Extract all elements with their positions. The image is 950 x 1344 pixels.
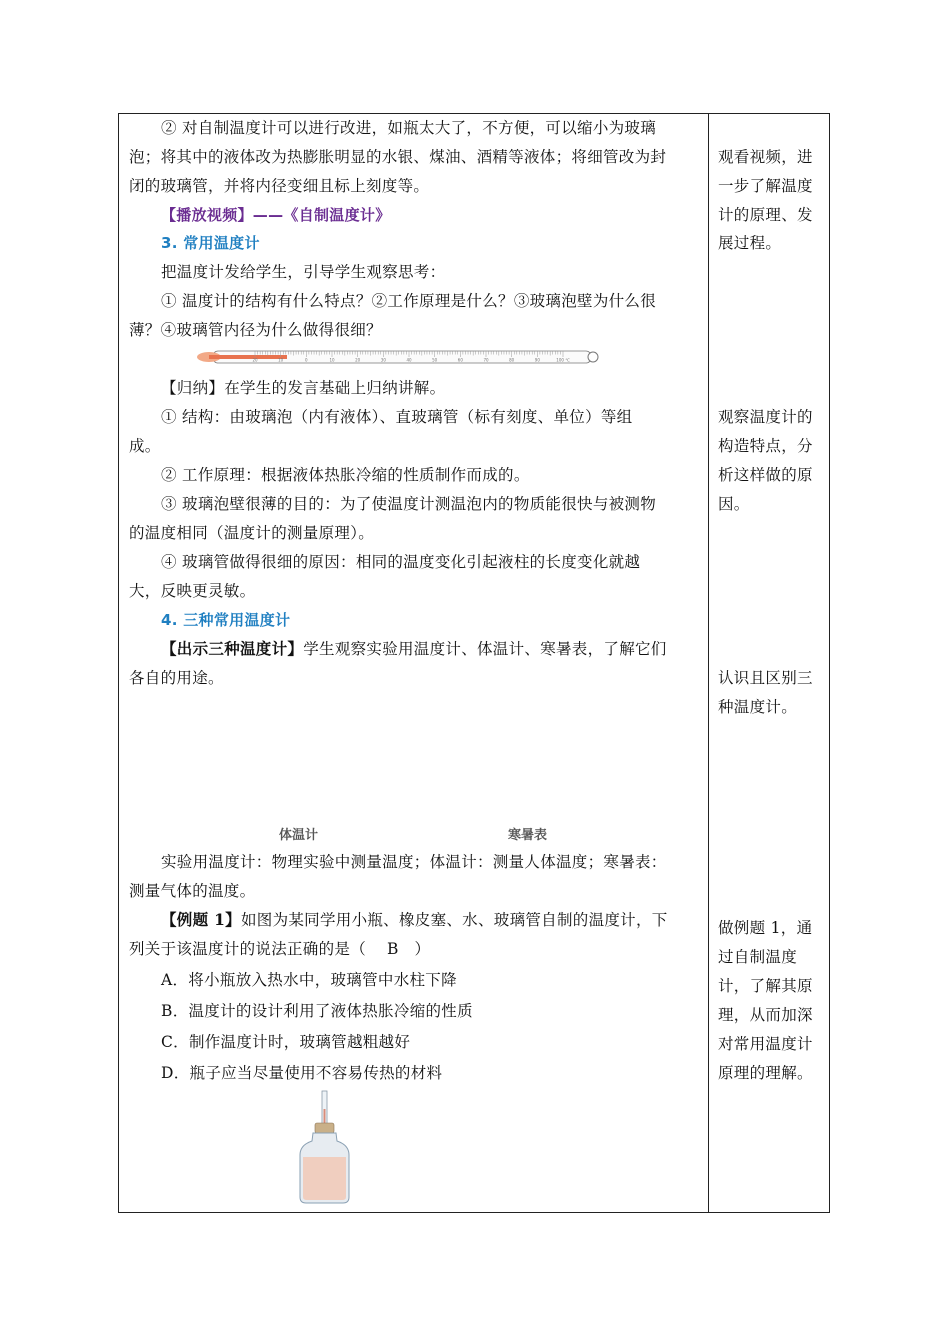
lesson-table: ② 对自制温度计可以进行改进，如瓶太大了，不方便，可以缩小为玻璃 泡；将其中的液体改为热膨胀明显的水银、煤油、酒精等液体；将细管改为封 闭的玻璃管，并将内径变细且标上刻度等。 【播放视频】——《自制温度计》 3. 常用温度计 把温度计发给学生，引导学生观察思考： ① 温度计的结构有什么特点？②工作原理是什么？③玻璃泡壁为什么很 薄？④玻璃管内径为什么做得很细？ 20 10 0 10 20 30 40 50 60 70 80 90 100 ℃ 【归纳】在学生的发言基础上归纳讲解。 ① 结构：由玻璃泡（内有液体）、直玻璃管（标有刻度、单位）等组 成。 ② 工作原理：根据液体热胀冷缩的性质制作而成的。 ③ 玻璃泡壁很薄的目的：为了使温度计测温泡内的物质能很快与被测物 的温度相同（温度计的测量原理）。 ④ 玻璃管做得很细的原因：相同的温度变化引起液柱的长度变化就越 大，反映更灵敏。 4. 三种常用温度计 【出示三种温度计】学生观察实验用温度计、体温计、寒暑表，了解它们 各自的用途。 体温计 寒暑表 实验用温度计：物理实验中测量温度；体温计：测量人体温度；寒暑表： 测量气体的温度。 【例题 1】如图为某同学用小瓶、橡皮塞、水、玻璃管自制的温度计，下 列关于该温度计的说法正确的是（ B ） A．将小瓶放入热水中，玻璃管中水柱下降 B．温度计的设计利用了液体热胀冷缩的性质 C．制作温度计时，玻璃管越粗越好 D．瓶子应当尽量使用不容易传热的材料 观看视频，进 一步了解温度 计的原理、发 展过程。 观察温度计的 构造特点，分 析这样做的原 因。 认识且区别三 种温度计。 做例题 1，通 过自制温度 计，了解其原 理，从而加深 对常用温度计 原理的理解。 [118, 113, 830, 1213]
questions-line1: ① 温度计的结构有什么特点？②工作原理是什么？③玻璃泡壁为什么很 [161, 292, 657, 310]
structure-line1: ① 结构：由玻璃泡（内有液体）、直玻璃管（标有刻度、单位）等组 [161, 408, 633, 426]
thermometer-tick-label: 0 [305, 357, 308, 363]
thermometer-tick-label: 10 [329, 357, 335, 363]
thin-tube-line1: ④ 玻璃管做得很细的原因：相同的温度变化引起液柱的长度变化就越 [161, 553, 641, 571]
uses-line1: 实验用温度计：物理实验中测量温度；体温计：测量人体温度；寒暑表： [161, 853, 667, 871]
play-video-label: 【播放视频】——《自制温度计》 [161, 206, 391, 224]
para-improve-line2: 泡；将其中的液体改为热膨胀明显的水银、煤油、酒精等液体；将细管改为封 [129, 148, 667, 166]
section-heading-3: 3. 常用温度计 [161, 234, 260, 252]
caption-clinical-thermometer: 体温计 [279, 828, 319, 843]
thin-wall-line1: ③ 玻璃泡壁很薄的目的：为了使温度计测温泡内的物质能很快与被测物 [161, 495, 657, 513]
thin-tube-line2: 大，反映更灵敏。 [129, 582, 256, 600]
section-heading-4: 4. 三种常用温度计 [161, 611, 291, 629]
show-thermometers-label: 【出示三种温度计】 [161, 639, 304, 658]
thermometer-tick-label: 100 ℃ [556, 357, 570, 363]
option-a: A．将小瓶放入热水中，玻璃管中水柱下降 [161, 971, 457, 989]
thermometer-tick-label: 90 [534, 357, 540, 363]
example-text: 如图为某同学用小瓶、橡皮塞、水、玻璃管自制的温度计，下 [240, 911, 668, 929]
thermometer-tick-label: 50 [432, 357, 438, 363]
para-guide: 把温度计发给学生，引导学生观察思考： [161, 263, 446, 281]
thermometer-tick-label: 20 [355, 357, 361, 363]
thermometer-tick-label: 30 [380, 357, 386, 363]
thermometer-tick-label: 10 [278, 357, 284, 363]
example-line2: 列关于该温度计的说法正确的是（ B ） [129, 940, 431, 958]
lab-thermometer-image [193, 347, 603, 367]
show-thermometers-line2: 各自的用途。 [129, 669, 224, 687]
option-c: C．制作温度计时，玻璃管越粗越好 [161, 1033, 411, 1051]
option-d: D．瓶子应当尽量使用不容易传热的材料 [161, 1064, 443, 1082]
thermometer-tick-label: 40 [406, 357, 412, 363]
uses-line2: 测量气体的温度。 [129, 882, 256, 900]
structure-line2: 成。 [129, 437, 161, 455]
para-improve-line3: 闭的玻璃管，并将内径变细且标上刻度等。 [129, 177, 430, 195]
show-thermometers-text: 学生观察实验用温度计、体温计、寒暑表，了解它们 [303, 640, 667, 658]
example-line1 [161, 910, 668, 930]
thermometer-tick-label: 70 [483, 357, 489, 363]
homemade-thermometer-image [299, 1089, 359, 1207]
principle-line: ② 工作原理：根据液体热胀冷缩的性质制作而成的。 [161, 466, 530, 484]
thermometer-tick-label: 80 [509, 357, 515, 363]
summary-label: 【归纳】在学生的发言基础上归纳讲解。 [161, 379, 446, 397]
thin-wall-line2: 的温度相同（温度计的测量原理）。 [129, 524, 375, 542]
column-divider [708, 114, 709, 1212]
para-improve-line1: ② 对自制温度计可以进行改进，如瓶太大了，不方便，可以缩小为玻璃 [161, 119, 657, 137]
caption-room-thermometer: 寒暑表 [508, 828, 548, 843]
thermometer-tick-label: 60 [457, 357, 463, 363]
questions-line2: 薄？④玻璃管内径为什么做得很细？ [129, 321, 382, 339]
thermometer-tick-label: 20 [252, 357, 258, 363]
example-label: 【例题 1】 [161, 910, 241, 929]
option-b: B．温度计的设计利用了液体热胀冷缩的性质 [161, 1002, 473, 1020]
show-thermometers-line1 [161, 639, 667, 659]
